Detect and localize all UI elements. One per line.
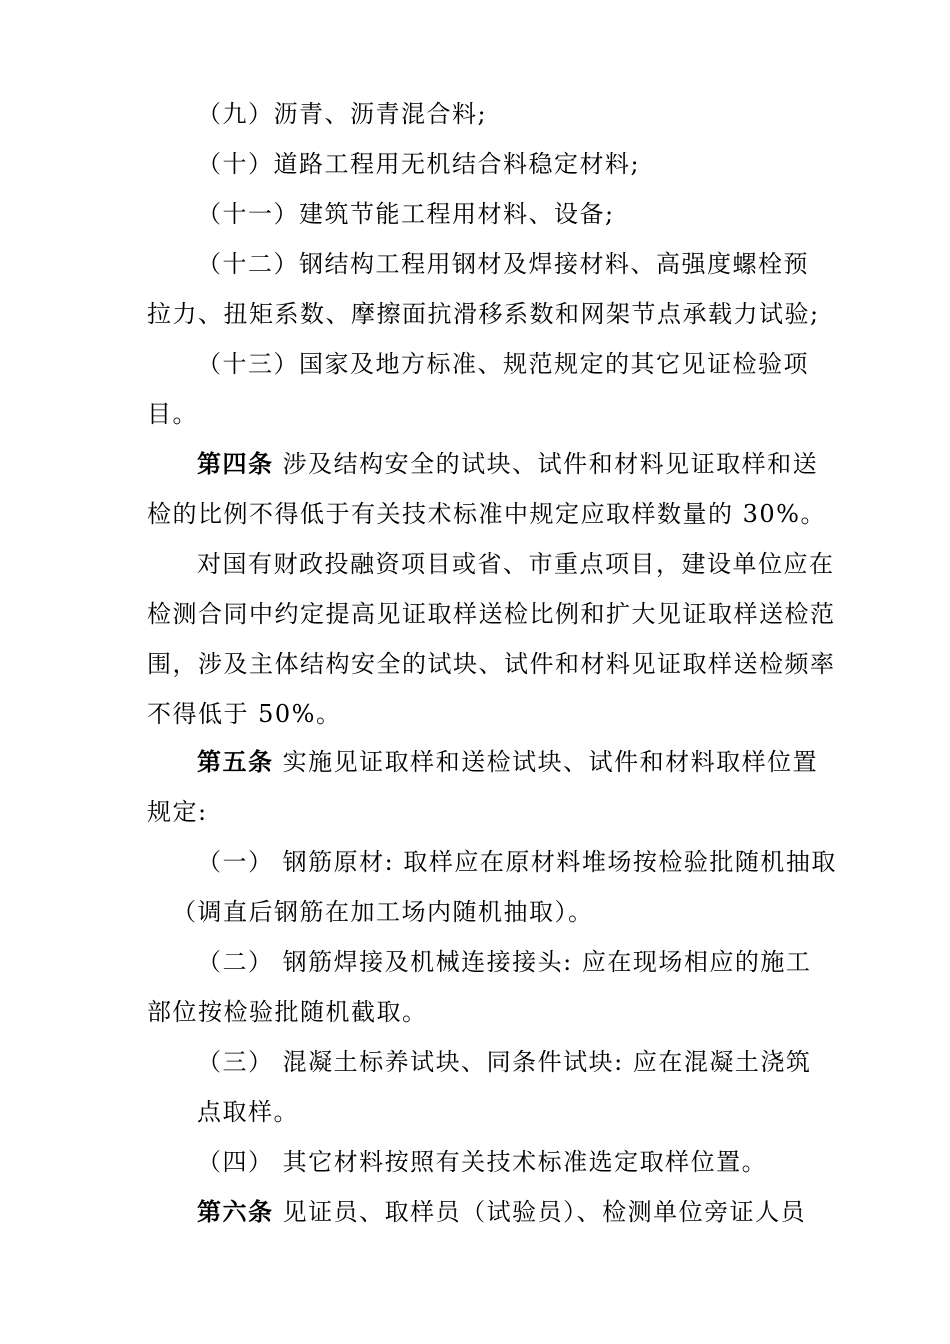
- list-item-9: （九）沥青、沥青混合料;: [197, 100, 488, 128]
- sampling-item-3-continued: 点取样。: [197, 1098, 299, 1126]
- sampling-item-3: （三） 混凝土标养试块、同条件试块: 应在混凝土浇筑: [197, 1048, 812, 1076]
- article-5-first-line: [197, 746, 818, 778]
- article-4-first-line: [197, 448, 818, 480]
- article-6-heading: 第六条: [197, 1197, 274, 1226]
- sampling-item-2-continued: 部位按检验批随机截取。: [147, 998, 428, 1026]
- sampling-item-1-continued: （调直后钢筋在加工场内随机抽取）。: [172, 898, 594, 926]
- list-item-11: （十一）建筑节能工程用材料、设备;: [197, 200, 615, 228]
- paragraph-line-2: 检测合同中约定提高见证取样送检比例和扩大见证取样送检范: [147, 600, 836, 628]
- article-4-heading: 第四条: [197, 449, 274, 478]
- paragraph-line-1: 对国有财政投融资项目或省、市重点项目，建设单位应在: [197, 550, 835, 578]
- sampling-item-4: （四） 其它材料按照有关技术标准选定取样位置。: [197, 1148, 768, 1176]
- sampling-item-2: （二） 钢筋焊接及机械连接接头: 应在现场相应的施工: [197, 948, 812, 976]
- list-item-13: （十三）国家及地方标准、规范规定的其它见证检验项: [197, 350, 809, 378]
- article-5-line-2: 规定:: [147, 798, 208, 826]
- paragraph-line-3: 围，涉及主体结构安全的试块、试件和材料见证取样送检频率: [147, 650, 836, 678]
- article-4-line-2: 检的比例不得低于有关技术标准中规定应取样数量的 30%。: [147, 500, 826, 528]
- paragraph-line-4: 不得低于 50%。: [147, 700, 342, 728]
- list-item-12: （十二）钢结构工程用钢材及焊接材料、高强度螺栓预: [197, 250, 809, 278]
- article-6-first-line: [197, 1196, 806, 1228]
- list-item-13-continued: 目。: [147, 400, 198, 428]
- article-4-text: 涉及结构安全的试块、试件和材料见证取样和送: [282, 450, 819, 478]
- article-5-text: 实施见证取样和送检试块、试件和材料取样位置: [282, 748, 819, 776]
- article-6-text: 见证员、取样员（试验员）、检测单位旁证人员: [282, 1198, 807, 1226]
- sampling-item-1: （一） 钢筋原材: 取样应在原材料堆场按检验批随机抽取: [197, 848, 837, 876]
- list-item-12-continued: 拉力、扭矩系数、摩擦面抗滑移系数和网架节点承载力试验;: [147, 300, 820, 328]
- article-5-heading: 第五条: [197, 747, 274, 776]
- list-item-10: （十）道路工程用无机结合料稳定材料;: [197, 150, 641, 178]
